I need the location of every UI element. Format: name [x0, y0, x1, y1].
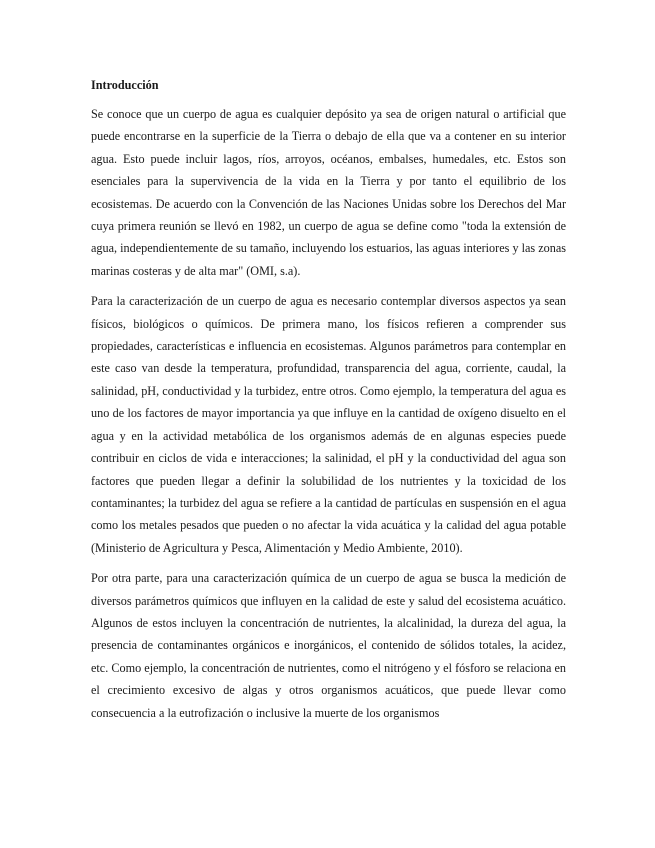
document-body: [91, 75, 566, 732]
paragraph-3: Por otra parte, para una caracterización química de un cuerpo de agua se busca la medición de diversos parámetros químicos que influyen en la calidad de este y salud del ecosistema acuático. Algunos de estos incluyen la concentración de nutrientes, la alcalinidad, la dureza del agua, la presencia de contaminantes orgánicos e inorgánicos, el contenido de sólidos totales, la acidez, etc. Como ejemplo, la concentración de nutrientes, como el nitrógeno y el fósforo se relaciona en el crecimiento excesivo de algas y otros organismos acuáticos, que puede llevar como consecuencia a la eutrofización o inclusive la muerte de los organismos: [91, 571, 566, 720]
section-heading: Introducción: [91, 78, 159, 92]
paragraph-1: Se conoce que un cuerpo de agua es cualquier depósito ya sea de origen natural o artificial que puede encontrarse en la superficie de la Tierra o debajo de ella que va a contener en su interior agua. Esto puede incluir lagos, ríos, arroyos, océanos, embalses, humedales, etc. Estos son esenciales para la supervivencia de la vida en la Tierra y por tanto el equilibrio de los ecosistemas. De acuerdo con la Convención de las Naciones Unidas sobre los Derechos del Mar cuya primera reunión se llevó en 1982, un cuerpo de agua se define como "toda la extensión de agua, independientemente de su tamaño, incluyendo los estuarios, las aguas interiores y las zonas marinas costeras y de alta mar" (OMI, s.a).: [91, 107, 566, 278]
paragraph-2: Para la caracterización de un cuerpo de agua es necesario contemplar diversos aspectos ya sean físicos, biológicos o químicos. De primera mano, los físicos refieren a comprender sus propiedades, características e influencia en ecosistemas. Algunos parámetros para contemplar en este caso van desde la temperatura, profundidad, transparencia del agua, corriente, caudal, la salinidad, pH, conductividad y la turbidez, entre otros. Como ejemplo, la temperatura del agua es uno de los factores de mayor importancia ya que influye en la cantidad de oxígeno disuelto en el agua y en la actividad metabólica de los organismos además de en algunas especies puede contribuir en ciclos de vida e interacciones; la salinidad, el pH y la conductividad del agua son factores que pueden llegar a definir la solubilidad de los nutrientes y la toxicidad de los contaminantes; la turbidez del agua se refiere a la cantidad de partículas en suspensión en el agua como los metales pesados que pueden o no afectar la vida acuática y la calidad del agua potable (Ministerio de Agricultura y Pesca, Alimentación y Medio Ambiente, 2010).: [91, 294, 566, 555]
